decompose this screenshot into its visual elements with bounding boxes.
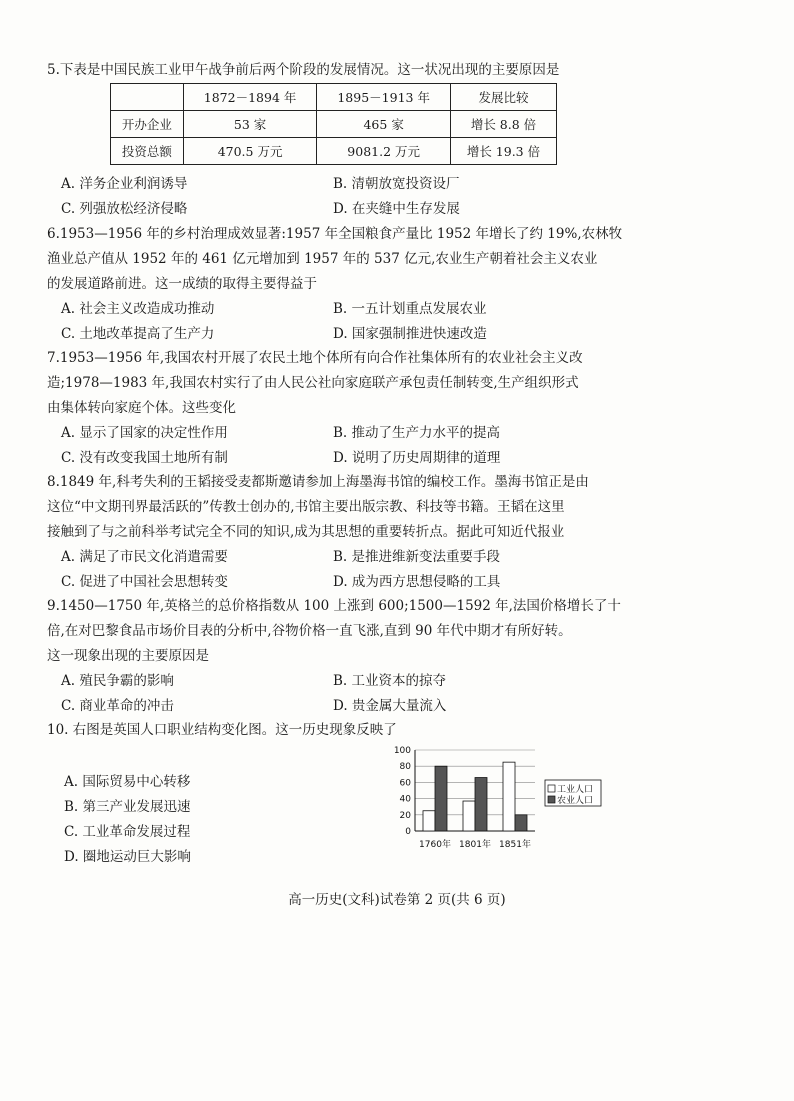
table-cell: 53 家	[183, 111, 317, 138]
question-6-line: 渔业总产值从 1952 年的 461 亿元增加到 1957 年的 537 亿元,农业生产朝着社会主义农业	[47, 251, 598, 267]
option-b: B. 是推进维新变法重要手段	[333, 549, 501, 565]
option-c: C. 商业革命的冲击	[61, 698, 174, 714]
table-cell: 投资总额	[111, 138, 184, 165]
option-a: A. 殖民争霸的影响	[61, 673, 174, 689]
question-5-options	[47, 172, 757, 222]
option-d: D. 贵金属大量流入	[333, 698, 447, 714]
table-row	[111, 138, 557, 165]
chart-x-ticks	[419, 838, 531, 850]
option-b: B. 一五计划重点发展农业	[333, 301, 487, 317]
question-10	[47, 718, 757, 743]
table-cell: 470.5 万元	[183, 138, 317, 165]
question-9-line: 这一现象出现的主要原因是	[47, 648, 209, 664]
question-5	[47, 58, 757, 83]
question-6-line: 的发展道路前进。这一成绩的取得主要得益于	[47, 276, 317, 292]
chart-bars	[423, 762, 527, 831]
bar-industry-1	[463, 801, 475, 831]
option-a: A. 满足了市民文化消遣需要	[61, 549, 228, 565]
y-tick-label: 0	[405, 827, 411, 837]
question-5-stem: 5.下表是中国民族工业甲午战争前后两个阶段的发展情况。这一状况出现的主要原因是	[47, 62, 560, 78]
option-b: B. 推动了生产力水平的提高	[333, 425, 501, 441]
table-cell: 增长 8.8 倍	[450, 111, 556, 138]
question-8	[47, 470, 757, 595]
chart-y-ticks	[394, 746, 411, 837]
option-a: A. 显示了国家的决定性作用	[61, 425, 228, 441]
option-c: C. 工业革命发展过程	[64, 824, 191, 840]
question-10-options	[64, 770, 191, 870]
chart-legend	[545, 780, 601, 806]
table-cell: 465 家	[317, 111, 451, 138]
y-tick-label: 100	[393, 746, 411, 756]
bar-industry-0	[423, 811, 435, 831]
page-footer: 高一历史(文科)试卷第 2 页(共 6 页)	[288, 892, 506, 908]
x-tick-label: 1760年	[419, 840, 451, 850]
option-b: B. 第三产业发展迅速	[64, 799, 191, 815]
question-8-line: 这位“中文期刊界最活跃的”传教士创办的,书馆主要出版宗教、科技等书籍。王韬在这里	[47, 499, 565, 515]
table-cell: 开办企业	[111, 111, 184, 138]
population-structure-chart	[385, 742, 594, 854]
legend-label: 农业人口	[557, 796, 594, 806]
question-7-line: 7.1953—1956 年,我国农村开展了农民土地个体所有向合作社集体所有的农业社会主义改	[47, 350, 583, 366]
option-b: B. 工业资本的掠夺	[333, 673, 447, 689]
legend-swatch	[548, 796, 555, 803]
x-tick-label: 1801年	[459, 840, 491, 850]
option-c: C. 没有改变我国土地所有制	[61, 450, 228, 466]
option-c: C. 土地改革提高了生产力	[61, 326, 215, 342]
bar-agriculture-0	[435, 766, 447, 831]
bar-agriculture-2	[515, 815, 527, 831]
question-9-line: 倍,在对巴黎食品市场价目表的分析中,谷物价格一直飞涨,直到 90 年代中期才有所好转。	[47, 623, 572, 639]
question-6	[47, 222, 757, 347]
question-10-stem: 10. 右图是英国人口职业结构变化图。这一历史现象反映了	[47, 722, 397, 738]
industry-table	[110, 83, 557, 165]
x-tick-label: 1851年	[499, 840, 531, 850]
table-cell: 1895－1913 年	[317, 84, 451, 111]
legend-swatch	[548, 785, 555, 792]
option-d: D. 国家强制推进快速改造	[333, 326, 487, 342]
table-row	[111, 111, 557, 138]
bar-industry-2	[503, 762, 515, 831]
option-a: A. 洋务企业利润诱导	[61, 176, 188, 192]
option-a: A. 国际贸易中心转移	[64, 774, 191, 790]
table-cell: 发展比较	[450, 84, 556, 111]
bar-agriculture-1	[475, 778, 487, 831]
legend-label: 工业人口	[557, 785, 594, 795]
question-7-line: 造;1978—1983 年,我国农村实行了由人民公社向家庭联产承包责任制转变,生产组织形式	[47, 375, 579, 391]
question-8-line: 8.1849 年,科考失利的王韬接受麦都斯邀请参加上海墨海书馆的编校工作。墨海书馆正是由	[47, 474, 589, 490]
option-c: C. 促进了中国社会思想转变	[61, 574, 228, 590]
question-9	[47, 594, 757, 719]
y-tick-label: 20	[399, 810, 411, 821]
y-tick-label: 40	[399, 794, 411, 805]
option-c: C. 列强放松经济侵略	[61, 201, 188, 217]
table-cell: 9081.2 万元	[317, 138, 451, 165]
option-d: D. 在夹缝中生存发展	[333, 201, 460, 217]
question-7-line: 由集体转向家庭个体。这些变化	[47, 400, 236, 416]
option-b: B. 清朝放宽投资设厂	[333, 176, 460, 192]
table-cell	[111, 84, 184, 111]
question-7	[47, 346, 757, 471]
table-header-row	[111, 84, 557, 111]
option-a: A. 社会主义改造成功推动	[61, 301, 215, 317]
y-tick-label: 80	[399, 762, 411, 773]
question-9-line: 9.1450—1750 年,英格兰的总价格指数从 100 上涨到 600;1500—1592 年,法国价格增长了十	[47, 598, 621, 614]
question-8-line: 接触到了与之前科举考试完全不同的知识,成为其思想的重要转折点。据此可知近代报业	[47, 524, 565, 540]
option-d: D. 圈地运动巨大影响	[64, 849, 191, 865]
option-d: D. 说明了历史周期律的道理	[333, 450, 501, 466]
question-6-line: 6.1953—1956 年的乡村治理成效显著:1957 年全国粮食产量比 1952 年增长了约 19%,农林牧	[47, 226, 623, 242]
y-tick-label: 60	[399, 778, 411, 789]
table-cell: 1872－1894 年	[183, 84, 317, 111]
option-d: D. 成为西方思想侵略的工具	[333, 574, 501, 590]
table-cell: 增长 19.3 倍	[450, 138, 556, 165]
